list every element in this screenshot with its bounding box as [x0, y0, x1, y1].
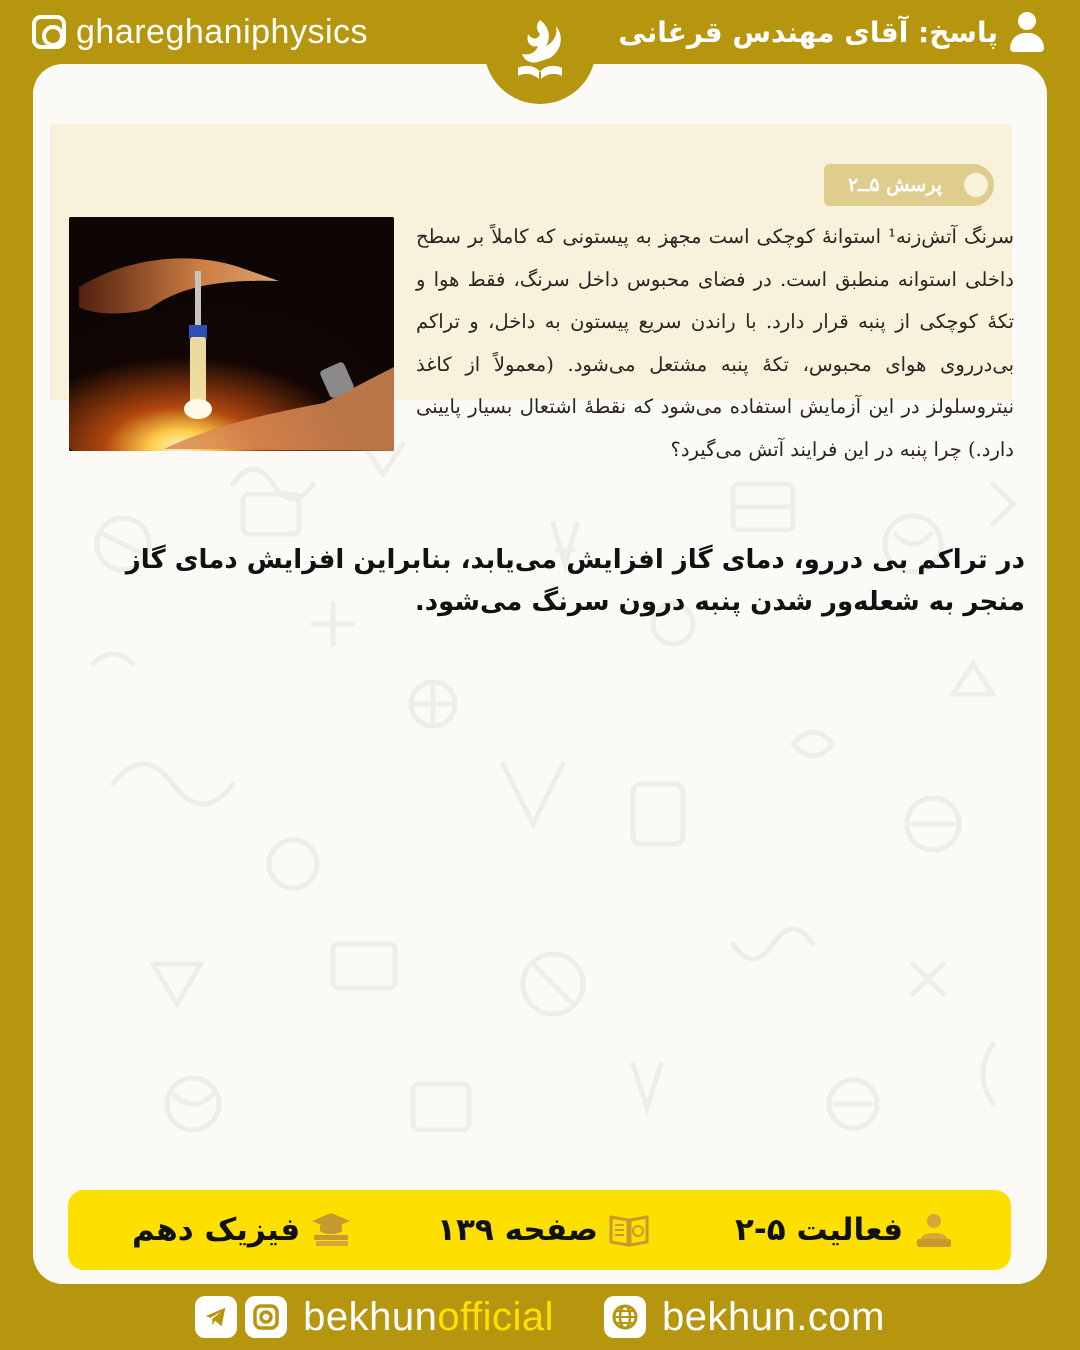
social-handle-main: bekhun — [303, 1294, 438, 1339]
footer-bar — [68, 1190, 1011, 1270]
bottom-bar — [0, 1284, 1080, 1350]
graduation-books-icon — [310, 1211, 352, 1249]
social-handle-accent: official — [437, 1294, 554, 1339]
question-tag-text: پرسش ۵ــ۲ — [847, 174, 943, 196]
globe-icon[interactable] — [604, 1296, 646, 1338]
book-label — [132, 1211, 352, 1249]
instagram-handle-text: ghareghaniphysics — [76, 12, 369, 51]
content-card — [33, 64, 1047, 1284]
social-handle-group[interactable] — [195, 1295, 554, 1340]
question-box — [50, 124, 1014, 461]
answer-credit — [618, 10, 1044, 54]
question-tag — [824, 164, 994, 206]
instagram-icon — [32, 15, 66, 49]
book-text: فیزیک دهم — [132, 1212, 301, 1248]
bekhun-logo-icon — [500, 12, 580, 92]
activity-label — [735, 1211, 955, 1249]
page-label — [437, 1211, 650, 1249]
answer-credit-text: پاسخ: آقای مهندس قرغانی — [618, 15, 998, 49]
user-icon — [1010, 12, 1044, 52]
activity-text: فعالیت ۵-۲ — [734, 1212, 903, 1248]
instagram-icon-bottom[interactable] — [245, 1296, 287, 1338]
question-text: سرنگ آتش‌زنه¹ استوانهٔ کوچکی است مجهز به پیستونی که کاملاً بر سطح داخلی استوانه منطبق است. در فضای محبوس داخل سرنگ، فقط هوا و تکهٔ کوچکی از پنبه قرار دارد. با راندن سریع پیستون به داخل، و تراکم بی‌درروی هوای محبوس، تکهٔ پنبه مشتعل می‌شود. (معمولاً از کاغذ نیتروسلولز در این آزمایش استفاده می‌شود که نقطهٔ اشتعال بسیار پایینی دارد.) چرا پنبه در این فرایند آتش می‌گیرد؟ — [416, 225, 1014, 461]
syringe-flame-icon — [69, 217, 394, 451]
bekhun-logo — [484, 0, 596, 104]
open-book-icon — [608, 1211, 650, 1249]
teacher-icon — [913, 1211, 955, 1249]
syringe-flame-photo — [69, 217, 394, 451]
website-group[interactable] — [604, 1295, 885, 1340]
answer-text: در تراکم بی دررو، دمای گاز افزایش می‌یابد، بنابراین افزایش دمای گاز منجر به شعله‌ور شدن پنبه درون سرنگ می‌شود. — [125, 545, 1025, 617]
page-text: صفحه ۱۳۹ — [437, 1212, 599, 1248]
social-handle-text — [303, 1295, 554, 1340]
website-text[interactable]: bekhun.com — [661, 1294, 885, 1339]
telegram-icon[interactable] — [195, 1296, 237, 1338]
instagram-handle[interactable] — [32, 10, 368, 54]
question-tag-dot — [960, 169, 992, 201]
